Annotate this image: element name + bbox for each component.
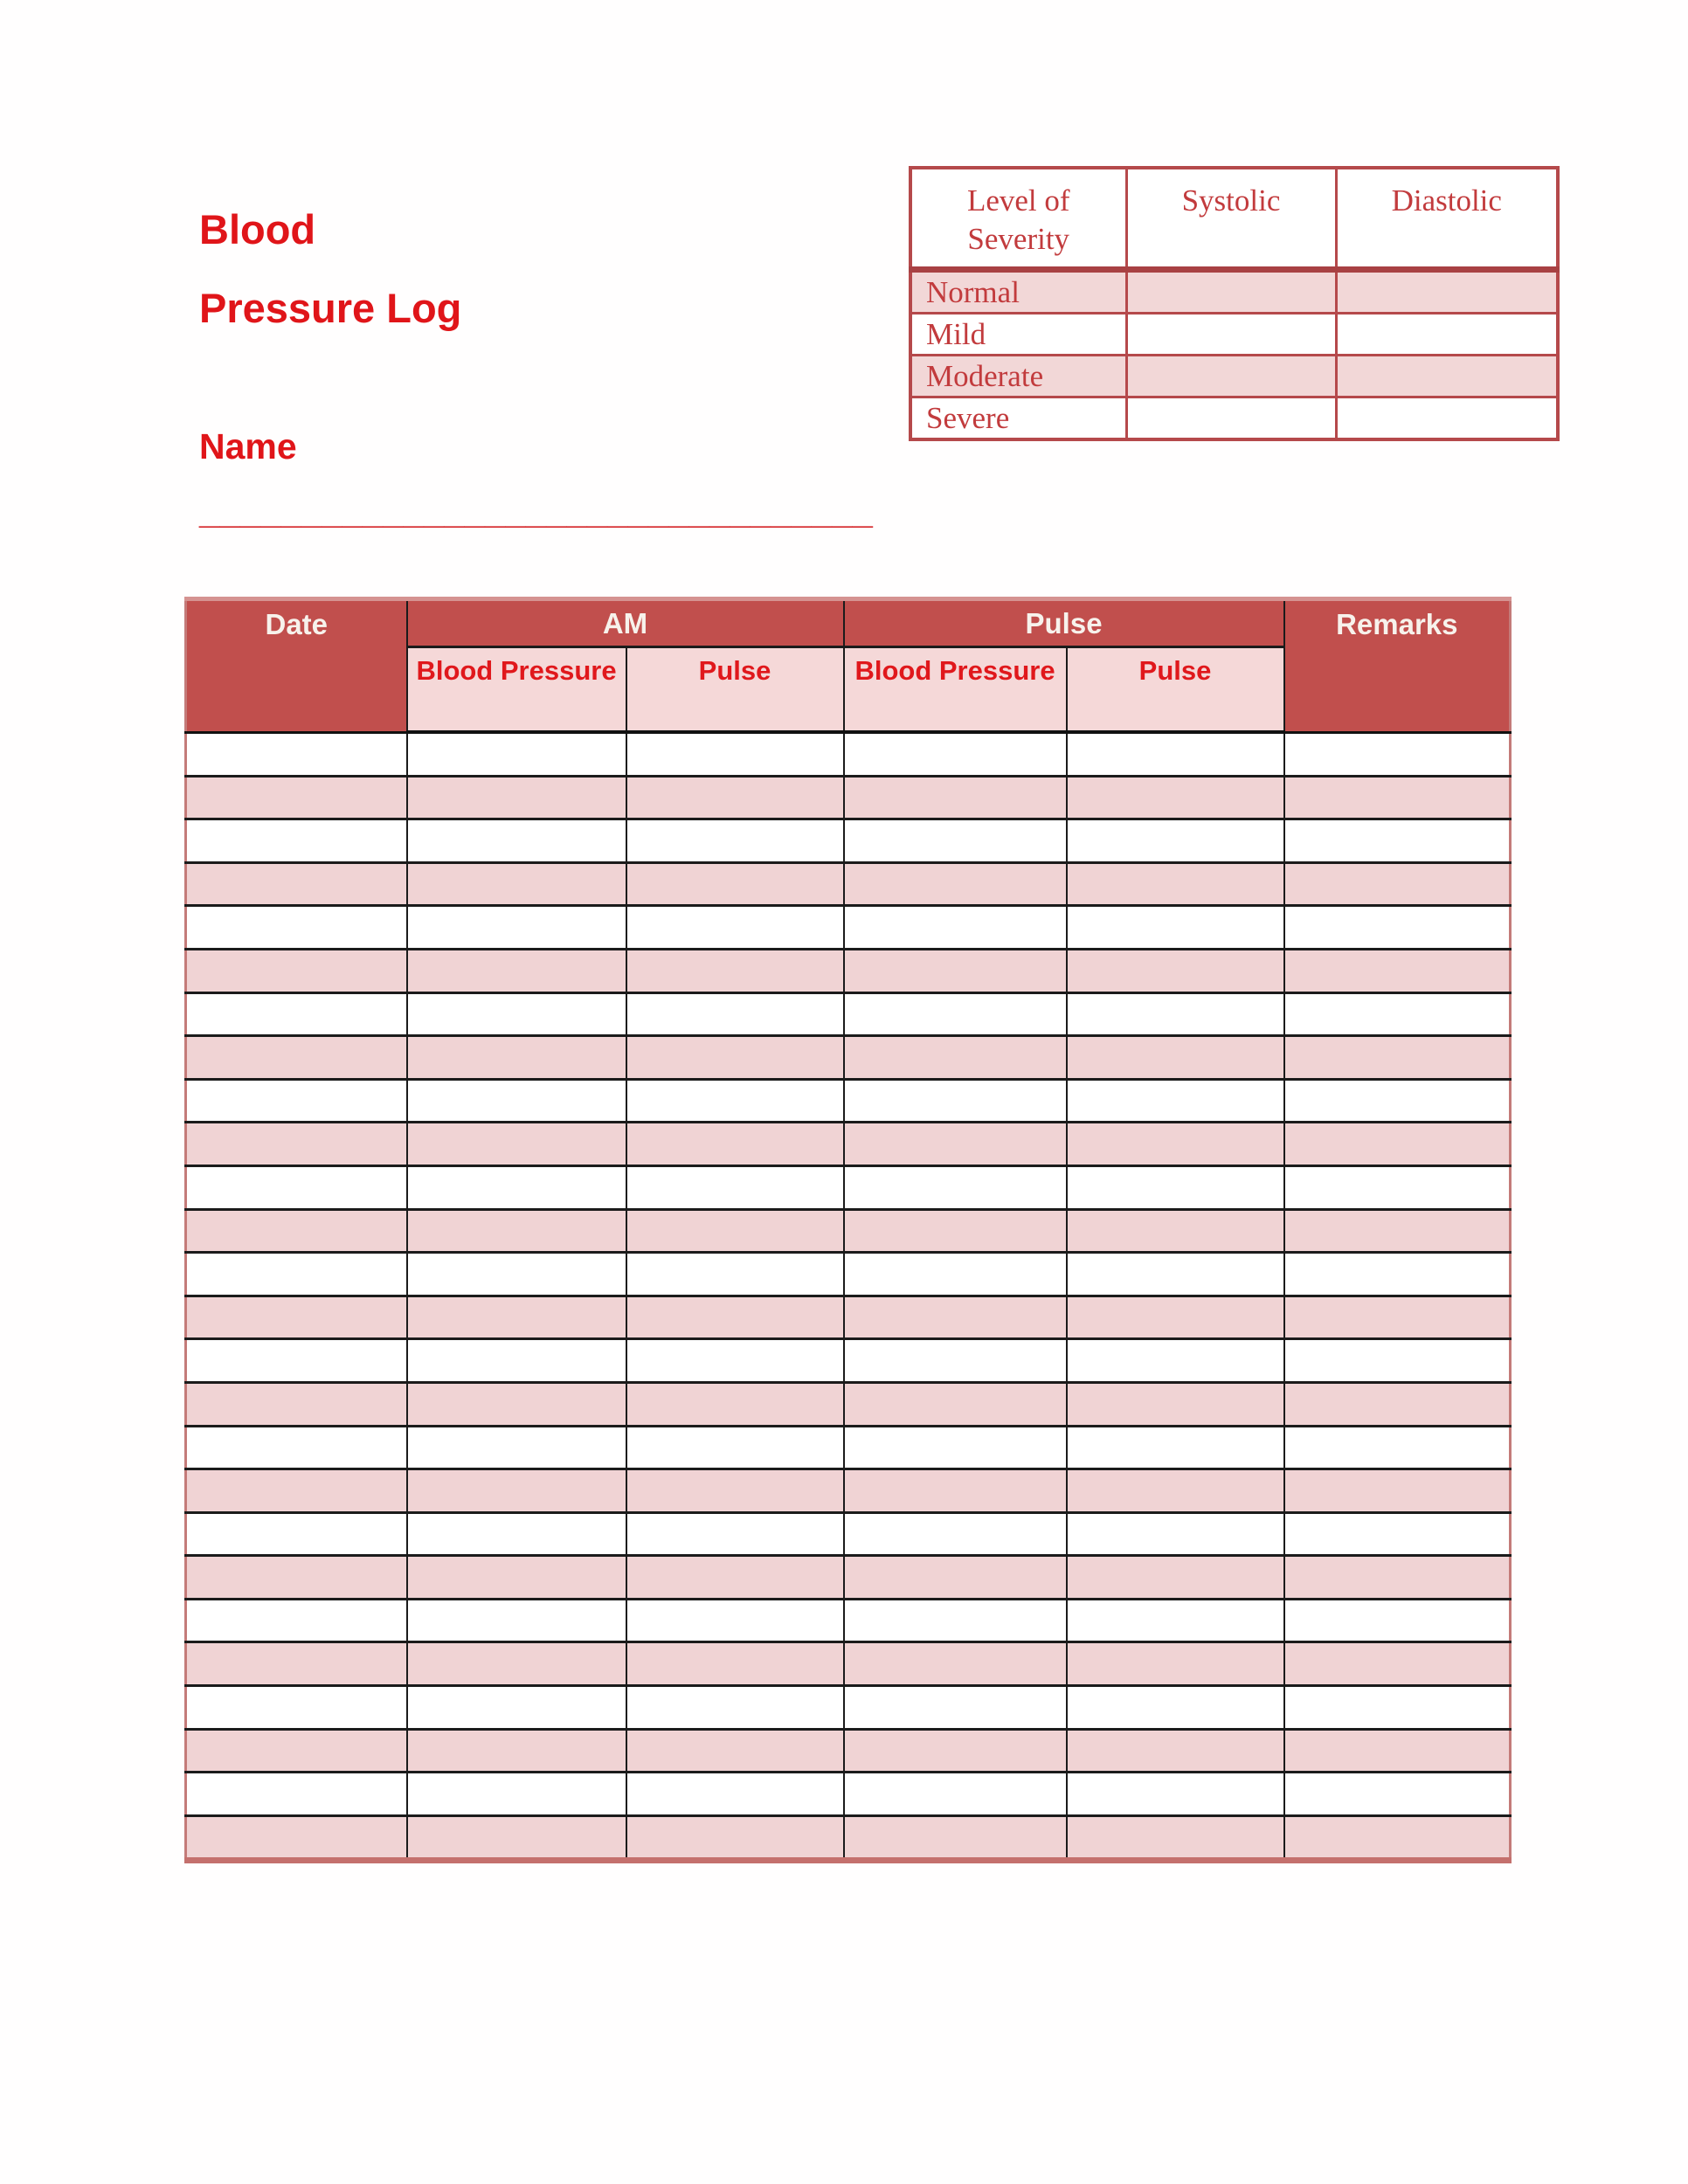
log-cell-date[interactable] xyxy=(186,1686,407,1730)
log-cell-am-blood-pressure[interactable] xyxy=(407,1165,626,1209)
log-cell-pm-blood-pressure[interactable] xyxy=(844,1079,1067,1123)
log-cell-pm-pulse[interactable] xyxy=(1067,732,1284,776)
log-cell-am-pulse[interactable] xyxy=(626,1729,844,1773)
log-row xyxy=(186,1512,1511,1556)
log-cell-remarks[interactable] xyxy=(1284,992,1511,1036)
log-cell-am-pulse[interactable] xyxy=(626,1469,844,1513)
log-cell-am-blood-pressure[interactable] xyxy=(407,992,626,1036)
name-label: Name xyxy=(199,426,297,467)
log-cell-am-blood-pressure[interactable] xyxy=(407,819,626,863)
severity-row xyxy=(910,397,1558,440)
severity-systolic-value-cell[interactable] xyxy=(1126,314,1336,356)
log-cell-am-pulse[interactable] xyxy=(626,1426,844,1469)
log-cell-remarks[interactable] xyxy=(1284,1686,1511,1730)
severity-systolic-value-cell[interactable] xyxy=(1126,270,1336,314)
page-title xyxy=(199,190,461,348)
log-cell-date[interactable] xyxy=(186,1556,407,1600)
log-cell-pm-blood-pressure[interactable] xyxy=(844,862,1067,906)
log-cell-pm-pulse[interactable] xyxy=(1067,1599,1284,1642)
log-cell-date[interactable] xyxy=(186,1729,407,1773)
log-cell-date[interactable] xyxy=(186,1773,407,1816)
log-cell-am-pulse[interactable] xyxy=(626,1165,844,1209)
log-cell-pm-blood-pressure[interactable] xyxy=(844,1036,1067,1080)
log-row xyxy=(186,1815,1511,1861)
log-cell-remarks[interactable] xyxy=(1284,1642,1511,1686)
log-cell-am-blood-pressure[interactable] xyxy=(407,1296,626,1339)
log-cell-remarks[interactable] xyxy=(1284,906,1511,950)
log-cell-date[interactable] xyxy=(186,1426,407,1469)
log-cell-date[interactable] xyxy=(186,862,407,906)
log-cell-am-blood-pressure[interactable] xyxy=(407,1815,626,1861)
log-cell-pm-pulse[interactable] xyxy=(1067,992,1284,1036)
severity-table xyxy=(909,166,1560,441)
log-cell-am-blood-pressure[interactable] xyxy=(407,732,626,776)
log-cell-pm-blood-pressure[interactable] xyxy=(844,1512,1067,1556)
log-cell-am-pulse[interactable] xyxy=(626,1123,844,1166)
log-cell-pm-blood-pressure[interactable] xyxy=(844,1165,1067,1209)
log-cell-am-blood-pressure[interactable] xyxy=(407,776,626,819)
log-cell-am-blood-pressure[interactable] xyxy=(407,1599,626,1642)
log-row xyxy=(186,1209,1511,1253)
log-cell-date[interactable] xyxy=(186,1036,407,1080)
log-cell-date[interactable] xyxy=(186,1079,407,1123)
log-cell-remarks[interactable] xyxy=(1284,862,1511,906)
log-cell-am-blood-pressure[interactable] xyxy=(407,1686,626,1730)
log-cell-am-pulse[interactable] xyxy=(626,1079,844,1123)
name-fill-in-line[interactable]: _________________________________ xyxy=(199,490,873,531)
log-cell-pm-pulse[interactable] xyxy=(1067,1642,1284,1686)
log-cell-am-pulse[interactable] xyxy=(626,992,844,1036)
severity-diastolic-value-cell[interactable] xyxy=(1336,397,1558,440)
log-cell-date[interactable] xyxy=(186,1123,407,1166)
log-cell-am-blood-pressure[interactable] xyxy=(407,1469,626,1513)
log-cell-pm-pulse[interactable] xyxy=(1067,906,1284,950)
severity-level-cell: Normal xyxy=(910,270,1126,314)
severity-systolic-value-cell[interactable] xyxy=(1126,356,1336,397)
log-cell-date[interactable] xyxy=(186,1599,407,1642)
severity-header-row xyxy=(910,168,1558,270)
severity-level-cell: Mild xyxy=(910,314,1126,356)
log-cell-pm-pulse[interactable] xyxy=(1067,1036,1284,1080)
log-cell-am-pulse[interactable] xyxy=(626,1556,844,1600)
log-cell-remarks[interactable] xyxy=(1284,1815,1511,1861)
log-cell-date[interactable] xyxy=(186,1296,407,1339)
log-cell-remarks[interactable] xyxy=(1284,1512,1511,1556)
log-cell-am-pulse[interactable] xyxy=(626,1773,844,1816)
log-cell-am-pulse[interactable] xyxy=(626,1339,844,1383)
log-row xyxy=(186,1296,1511,1339)
log-cell-am-blood-pressure[interactable] xyxy=(407,1642,626,1686)
log-cell-am-pulse[interactable] xyxy=(626,1209,844,1253)
log-subheader-am-blood-pressure: Blood Pressure xyxy=(407,647,626,733)
severity-diastolic-value-cell[interactable] xyxy=(1336,356,1558,397)
log-row xyxy=(186,1642,1511,1686)
severity-row xyxy=(910,314,1558,356)
severity-row xyxy=(910,270,1558,314)
log-cell-remarks[interactable] xyxy=(1284,1296,1511,1339)
severity-diastolic-value-cell[interactable] xyxy=(1336,270,1558,314)
log-row xyxy=(186,776,1511,819)
log-cell-am-blood-pressure[interactable] xyxy=(407,1123,626,1166)
bp-log-table xyxy=(184,597,1512,1863)
severity-row xyxy=(910,356,1558,397)
log-cell-pm-blood-pressure[interactable] xyxy=(844,1382,1067,1426)
log-cell-am-pulse[interactable] xyxy=(626,1296,844,1339)
log-cell-pm-pulse[interactable] xyxy=(1067,949,1284,992)
log-cell-date[interactable] xyxy=(186,949,407,992)
log-header-am-group: AM xyxy=(407,599,844,647)
log-cell-pm-blood-pressure[interactable] xyxy=(844,1296,1067,1339)
log-cell-remarks[interactable] xyxy=(1284,1253,1511,1296)
log-row xyxy=(186,1123,1511,1166)
log-row xyxy=(186,1253,1511,1296)
severity-header-level: Level of Severity xyxy=(910,168,1126,270)
log-row xyxy=(186,1079,1511,1123)
log-row xyxy=(186,1469,1511,1513)
log-cell-am-blood-pressure[interactable] xyxy=(407,949,626,992)
log-cell-date[interactable] xyxy=(186,1512,407,1556)
log-row xyxy=(186,1339,1511,1383)
log-cell-pm-pulse[interactable] xyxy=(1067,1253,1284,1296)
log-cell-pm-pulse[interactable] xyxy=(1067,1426,1284,1469)
log-cell-am-pulse[interactable] xyxy=(626,949,844,992)
log-row xyxy=(186,992,1511,1036)
log-cell-pm-pulse[interactable] xyxy=(1067,1079,1284,1123)
log-cell-pm-blood-pressure[interactable] xyxy=(844,1773,1067,1816)
log-row xyxy=(186,819,1511,863)
log-header-pm-group: Pulse xyxy=(844,599,1284,647)
log-cell-remarks[interactable] xyxy=(1284,732,1511,776)
log-cell-pm-blood-pressure[interactable] xyxy=(844,1686,1067,1730)
log-cell-remarks[interactable] xyxy=(1284,949,1511,992)
log-row xyxy=(186,949,1511,992)
log-cell-pm-pulse[interactable] xyxy=(1067,1815,1284,1861)
log-cell-am-pulse[interactable] xyxy=(626,732,844,776)
log-cell-am-blood-pressure[interactable] xyxy=(407,1773,626,1816)
log-cell-am-blood-pressure[interactable] xyxy=(407,906,626,950)
log-cell-remarks[interactable] xyxy=(1284,819,1511,863)
log-cell-remarks[interactable] xyxy=(1284,1469,1511,1513)
log-cell-date[interactable] xyxy=(186,1339,407,1383)
log-cell-pm-pulse[interactable] xyxy=(1067,1469,1284,1513)
log-cell-am-pulse[interactable] xyxy=(626,776,844,819)
log-cell-pm-blood-pressure[interactable] xyxy=(844,776,1067,819)
log-cell-remarks[interactable] xyxy=(1284,1165,1511,1209)
log-cell-pm-pulse[interactable] xyxy=(1067,819,1284,863)
log-cell-date[interactable] xyxy=(186,776,407,819)
log-row xyxy=(186,1773,1511,1816)
log-cell-pm-pulse[interactable] xyxy=(1067,776,1284,819)
log-cell-date[interactable] xyxy=(186,1253,407,1296)
log-cell-date[interactable] xyxy=(186,1815,407,1861)
log-cell-am-blood-pressure[interactable] xyxy=(407,1426,626,1469)
log-header-date: Date xyxy=(186,599,407,733)
log-row xyxy=(186,1599,1511,1642)
log-row xyxy=(186,1382,1511,1426)
log-subheader-am-pulse: Pulse xyxy=(626,647,844,733)
log-cell-am-pulse[interactable] xyxy=(626,1815,844,1861)
log-cell-remarks[interactable] xyxy=(1284,1339,1511,1383)
log-cell-pm-blood-pressure[interactable] xyxy=(844,1253,1067,1296)
log-cell-date[interactable] xyxy=(186,732,407,776)
log-cell-pm-pulse[interactable] xyxy=(1067,1686,1284,1730)
log-cell-pm-pulse[interactable] xyxy=(1067,1382,1284,1426)
log-subheader-pm-pulse: Pulse xyxy=(1067,647,1284,733)
log-cell-remarks[interactable] xyxy=(1284,1209,1511,1253)
log-row xyxy=(186,862,1511,906)
page-title-line2: Pressure Log xyxy=(199,285,462,331)
log-cell-remarks[interactable] xyxy=(1284,1599,1511,1642)
page-title-line1: Blood xyxy=(199,206,316,252)
log-cell-am-pulse[interactable] xyxy=(626,1382,844,1426)
log-row xyxy=(186,1426,1511,1469)
log-cell-pm-blood-pressure[interactable] xyxy=(844,949,1067,992)
log-cell-pm-pulse[interactable] xyxy=(1067,1512,1284,1556)
log-cell-am-pulse[interactable] xyxy=(626,1512,844,1556)
log-row xyxy=(186,1686,1511,1730)
log-cell-remarks[interactable] xyxy=(1284,776,1511,819)
log-cell-am-blood-pressure[interactable] xyxy=(407,1512,626,1556)
log-cell-am-pulse[interactable] xyxy=(626,1253,844,1296)
log-cell-date[interactable] xyxy=(186,819,407,863)
log-cell-am-pulse[interactable] xyxy=(626,1036,844,1080)
log-row xyxy=(186,1556,1511,1600)
log-row xyxy=(186,1036,1511,1080)
log-cell-am-blood-pressure[interactable] xyxy=(407,1382,626,1426)
log-cell-date[interactable] xyxy=(186,1642,407,1686)
severity-level-cell: Moderate xyxy=(910,356,1126,397)
log-cell-remarks[interactable] xyxy=(1284,1426,1511,1469)
log-cell-date[interactable] xyxy=(186,1209,407,1253)
log-header-remarks: Remarks xyxy=(1284,599,1511,733)
log-cell-am-blood-pressure[interactable] xyxy=(407,1079,626,1123)
log-cell-pm-pulse[interactable] xyxy=(1067,1123,1284,1166)
log-cell-am-pulse[interactable] xyxy=(626,862,844,906)
log-row xyxy=(186,1165,1511,1209)
log-cell-remarks[interactable] xyxy=(1284,1729,1511,1773)
log-row xyxy=(186,732,1511,776)
log-cell-am-blood-pressure[interactable] xyxy=(407,1253,626,1296)
severity-level-cell: Severe xyxy=(910,397,1126,440)
log-cell-pm-blood-pressure[interactable] xyxy=(844,1469,1067,1513)
log-cell-remarks[interactable] xyxy=(1284,1556,1511,1600)
log-cell-date[interactable] xyxy=(186,1382,407,1426)
log-cell-remarks[interactable] xyxy=(1284,1123,1511,1166)
log-cell-pm-pulse[interactable] xyxy=(1067,1729,1284,1773)
log-cell-pm-blood-pressure[interactable] xyxy=(844,1123,1067,1166)
log-cell-am-blood-pressure[interactable] xyxy=(407,1339,626,1383)
log-cell-am-blood-pressure[interactable] xyxy=(407,1556,626,1600)
log-cell-pm-blood-pressure[interactable] xyxy=(844,732,1067,776)
log-cell-am-pulse[interactable] xyxy=(626,1599,844,1642)
log-cell-pm-blood-pressure[interactable] xyxy=(844,1426,1067,1469)
log-cell-remarks[interactable] xyxy=(1284,1079,1511,1123)
log-subheader-pm-blood-pressure: Blood Pressure xyxy=(844,647,1067,733)
log-cell-pm-blood-pressure[interactable] xyxy=(844,1209,1067,1253)
log-cell-remarks[interactable] xyxy=(1284,1773,1511,1816)
log-cell-pm-blood-pressure[interactable] xyxy=(844,819,1067,863)
log-cell-remarks[interactable] xyxy=(1284,1036,1511,1080)
log-cell-remarks[interactable] xyxy=(1284,1382,1511,1426)
log-header-group-row xyxy=(186,599,1511,647)
severity-systolic-value-cell[interactable] xyxy=(1126,397,1336,440)
log-cell-pm-blood-pressure[interactable] xyxy=(844,1729,1067,1773)
severity-diastolic-value-cell[interactable] xyxy=(1336,314,1558,356)
log-cell-date[interactable] xyxy=(186,992,407,1036)
log-cell-pm-pulse[interactable] xyxy=(1067,1773,1284,1816)
log-cell-date[interactable] xyxy=(186,1469,407,1513)
log-cell-pm-pulse[interactable] xyxy=(1067,862,1284,906)
log-cell-am-blood-pressure[interactable] xyxy=(407,1209,626,1253)
severity-header-systolic: Systolic xyxy=(1126,168,1336,270)
log-cell-pm-blood-pressure[interactable] xyxy=(844,1556,1067,1600)
severity-header-diastolic: Diastolic xyxy=(1336,168,1558,270)
log-cell-pm-blood-pressure[interactable] xyxy=(844,1642,1067,1686)
log-cell-pm-pulse[interactable] xyxy=(1067,1339,1284,1383)
log-cell-am-blood-pressure[interactable] xyxy=(407,862,626,906)
log-cell-am-blood-pressure[interactable] xyxy=(407,1729,626,1773)
log-row xyxy=(186,906,1511,950)
log-cell-am-pulse[interactable] xyxy=(626,819,844,863)
log-cell-date[interactable] xyxy=(186,1165,407,1209)
log-cell-pm-blood-pressure[interactable] xyxy=(844,1599,1067,1642)
log-cell-pm-blood-pressure[interactable] xyxy=(844,906,1067,950)
log-cell-pm-blood-pressure[interactable] xyxy=(844,992,1067,1036)
log-cell-pm-blood-pressure[interactable] xyxy=(844,1339,1067,1383)
log-cell-pm-pulse[interactable] xyxy=(1067,1209,1284,1253)
log-cell-pm-pulse[interactable] xyxy=(1067,1165,1284,1209)
log-cell-pm-pulse[interactable] xyxy=(1067,1556,1284,1600)
log-cell-pm-blood-pressure[interactable] xyxy=(844,1815,1067,1861)
log-cell-pm-pulse[interactable] xyxy=(1067,1296,1284,1339)
log-cell-am-pulse[interactable] xyxy=(626,1686,844,1730)
log-cell-date[interactable] xyxy=(186,906,407,950)
log-cell-am-pulse[interactable] xyxy=(626,906,844,950)
log-row xyxy=(186,1729,1511,1773)
log-cell-am-blood-pressure[interactable] xyxy=(407,1036,626,1080)
log-cell-am-pulse[interactable] xyxy=(626,1642,844,1686)
